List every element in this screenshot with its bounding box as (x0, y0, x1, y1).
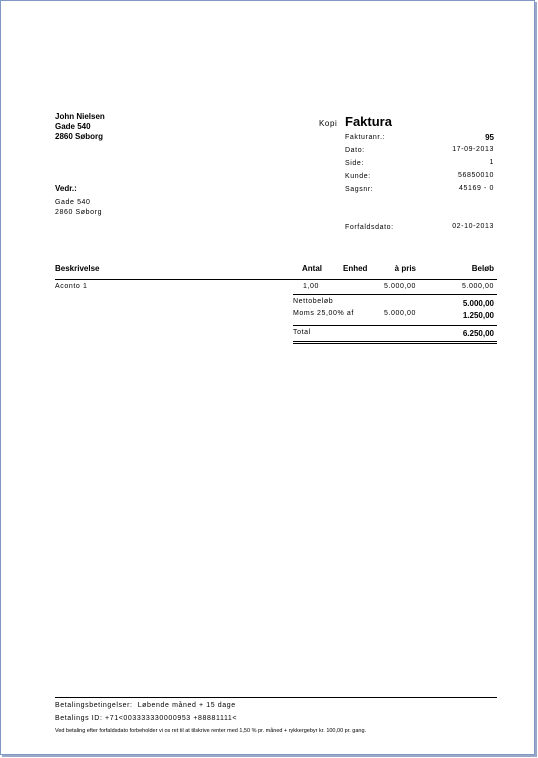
total-underline-2 (293, 343, 497, 344)
vat-base: 5.000,00 (383, 310, 416, 317)
col-unit-header: Enhed (343, 264, 368, 273)
net-value: 5.000,00 (462, 299, 494, 308)
payment-terms-value: Løbende måned + 15 dage (137, 702, 236, 709)
page-value: 1 (489, 159, 494, 166)
payment-terms-label: Betalingsbetingelser: (55, 702, 133, 709)
vedr-street: Gade 540 (55, 199, 91, 206)
payment-terms (55, 702, 236, 709)
header-divider (55, 279, 497, 280)
col-unit-price-header: à pris (394, 264, 416, 273)
vedr-label: Vedr.: (55, 184, 77, 193)
invoice-title: Faktura (345, 114, 392, 129)
case-number-label: Sagsnr: (345, 186, 374, 193)
vat-label: Moms 25,00% af (293, 310, 354, 317)
col-quantity-header: Antal (302, 264, 322, 273)
invoice-number-value: 95 (485, 133, 494, 142)
row-unit-price: 5.000,00 (383, 283, 416, 290)
copy-label: Kopi (319, 119, 338, 128)
vat-value: 1.250,00 (462, 311, 494, 320)
totals-mid-divider (293, 325, 497, 326)
footer-divider (55, 697, 497, 698)
due-date-value: 02-10-2013 (452, 223, 494, 230)
payment-id-label: Betalings ID: (55, 715, 103, 722)
row-quantity: 1,00 (302, 283, 319, 290)
vedr-city: 2860 Søborg (55, 209, 103, 216)
case-number-value: 45169 - 0 (459, 185, 494, 192)
row-amount: 5.000,00 (461, 283, 494, 290)
date-label: Dato: (345, 147, 365, 154)
customer-name: John Nielsen (55, 112, 105, 121)
totals-top-divider (293, 294, 497, 295)
customer-number-value: 56850010 (458, 172, 494, 179)
payment-id (55, 715, 237, 722)
page-label: Side: (345, 160, 364, 167)
date-value: 17-09-2013 (452, 146, 494, 153)
total-label: Total (293, 329, 311, 336)
col-amount-header: Beløb (471, 264, 494, 273)
total-underline-1 (293, 341, 497, 342)
late-payment-note: Ved betaling efter forfaldsdato forbeholder vi os ret til at tilskrive renter med 1,50 % pr. måned + rykkergebyr kr. 100,00 pr. gang. (55, 728, 367, 734)
net-label: Nettobeløb (293, 298, 334, 305)
due-date-label: Forfaldsdato: (345, 224, 394, 231)
customer-street: Gade 540 (55, 122, 91, 131)
customer-city: 2860 Søborg (55, 132, 104, 141)
total-value: 6.250,00 (462, 329, 494, 338)
invoice-number-label: Fakturanr.: (345, 134, 386, 141)
col-description-header: Beskrivelse (55, 264, 100, 273)
payment-id-value: +71<003333330000953 +88881111< (105, 715, 238, 722)
row-description: Aconto 1 (55, 283, 88, 290)
customer-number-label: Kunde: (345, 173, 371, 180)
